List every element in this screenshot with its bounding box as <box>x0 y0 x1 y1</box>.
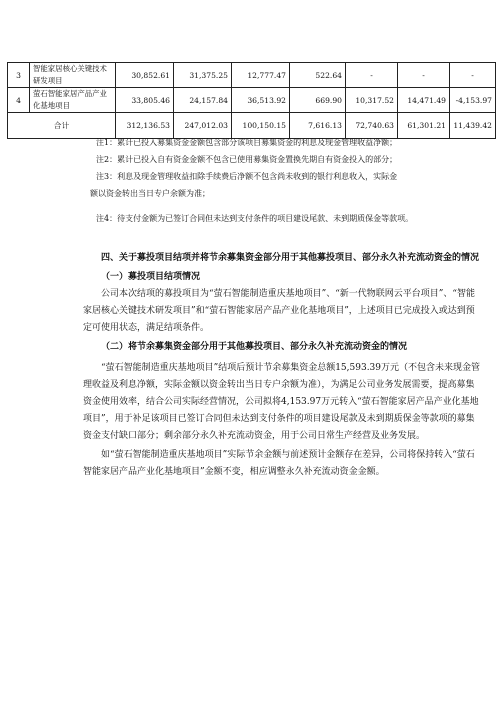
note-4: 注4：待支付金额为已签订合同但未达到支付条件的项目建设尾款、未到期质保金等款项。 <box>96 214 414 223</box>
table-row <box>8 63 496 88</box>
note-1: 注1：累计已投入募集资金金额包含部分该项目募集资金的利息及现金管理收益净额； <box>96 138 398 147</box>
table-row <box>8 88 496 113</box>
section-heading: 四、关于募投项目结项并将节余募集资金部分用于其他募投项目、部分永久补充流动资金的情况 <box>101 253 480 263</box>
total-label: 合计 <box>8 113 116 139</box>
table-cell: 31,375.25 <box>174 63 232 88</box>
table-cell: 312,136.53 <box>116 113 174 139</box>
table-cell: -4,153.97 <box>450 88 496 113</box>
subsection-heading-2: （二）将节余募集资金部分用于其他募投项目、部分永久补充流动资金的情况 <box>101 342 408 352</box>
table-cell: 72,740.63 <box>346 113 398 139</box>
paragraph-1: 公司本次结项的募投项目为“萤石智能制造重庆基地项目”、“新一代物联网云平台项目”、“智能家居核心关键技术研发项目”和“萤石智能家居产品产业化基地项目”，上述项目已完成投入或达到预定可使用状态，满足结项条件。 <box>83 289 476 333</box>
table-cell: 33,805.46 <box>116 88 174 113</box>
table-cell: 14,471.49 <box>398 88 450 113</box>
table-cell: 669.90 <box>290 88 346 113</box>
table-cell: 24,157.84 <box>174 88 232 113</box>
table-cell: 522.64 <box>290 63 346 88</box>
table-cell: 12,777.47 <box>232 63 290 88</box>
paragraph-3: 如“萤石智能制造重庆基地项目”实际节余金额与前述预计金额存在差异，公司将保持转入“萤石智能家居产品产业化基地项目”金额不变，相应调整永久补充流动资金金额。 <box>83 450 475 477</box>
paragraph-2: “萤石智能制造重庆基地项目”结项后预计节余募集资金总额15,593.39万元（不包含未来现金管理收益及利息净额，实际金额以资金转出当日专户余额为准），为满足公司业务发展需要，提高募集资金使用效率，结合公司实际经营情况，公司拟将4,153.97万元转入“萤石智能家居产品产业化基地项目”，用于补足该项目已签订合同但未达到支付条件的项目建设尾款及未到期质保金等款项的募集资金支付缺口部分；剩余部分永久补充流动资金，用于公司日常生产经营及业务发展。 <box>83 363 481 441</box>
table-cell: 11,439.42 <box>450 113 496 139</box>
note-2: 注2：累计已投入自有资金金额不包含已使用募集资金置换先期自有资金投入的部分； <box>96 155 398 164</box>
table-cell: 36,513.92 <box>232 88 290 113</box>
table-cell: 7,616.13 <box>290 113 346 139</box>
table-cell: 61,301.21 <box>398 113 450 139</box>
table-cell: 100,150.15 <box>232 113 290 139</box>
subsection-heading-1: （一）募投项目结项情况 <box>101 272 201 282</box>
row-number: 4 <box>8 88 30 113</box>
project-name: 萤石智能家居产品产业化基地项目 <box>30 88 116 113</box>
fund-usage-table <box>7 62 496 139</box>
project-name: 智能家居核心关键技术研发项目 <box>30 63 116 88</box>
table-cell: - <box>398 63 450 88</box>
table-cell: 10,317.52 <box>346 88 398 113</box>
note-3-continued: 额以资金转出当日专户余额为准； <box>90 189 210 198</box>
table-notes <box>90 134 478 227</box>
note-3: 注3：利息及现金管理收益扣除手续费后净额不包含尚未收到的银行利息收入，实际金 <box>96 172 398 181</box>
section-four <box>83 250 483 481</box>
row-number: 3 <box>8 63 30 88</box>
table-cell: - <box>450 63 496 88</box>
table-cell: - <box>346 63 398 88</box>
table-cell: 247,012.03 <box>174 113 232 139</box>
table-cell: 30,852.61 <box>116 63 174 88</box>
